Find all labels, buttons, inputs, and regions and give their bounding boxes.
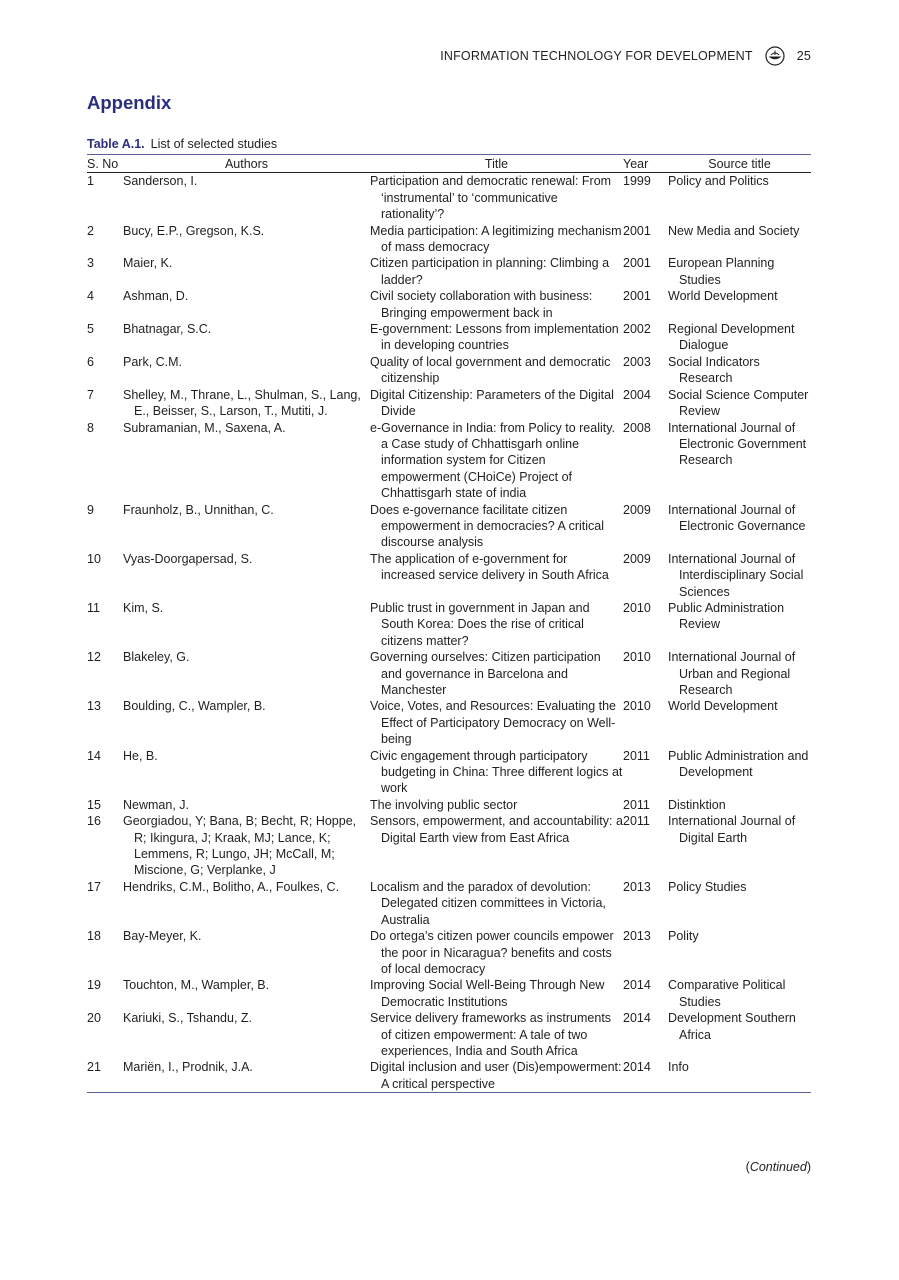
cell-no: 1 <box>87 174 94 189</box>
cell-source: World Development <box>668 289 778 304</box>
page-number: 25 <box>796 49 811 63</box>
cell-source: Distinktion <box>668 797 726 812</box>
table-row <box>87 255 811 288</box>
cell-no: 12 <box>87 650 101 665</box>
cell-year: 2010 <box>623 600 651 615</box>
cell-year: 2011 <box>623 797 650 812</box>
cell-title: Citizen participation in planning: Climbing a ladder? <box>370 256 610 287</box>
cell-title: e-Governance in India: from Policy to reality. a Case study of Chhattisgarh online information system for Citizen empowerment (CHoiCe) Project of Chhattisgarh state of india <box>370 420 616 501</box>
cell-title: Sensors, empowerment, and accountability: a Digital Earth view from East Africa <box>370 814 623 845</box>
table-row <box>87 387 811 420</box>
cell-authors: Blakeley, G. <box>123 650 190 665</box>
cell-authors: Hendriks, C.M., Bolitho, A., Foulkes, C. <box>123 879 340 894</box>
table-row <box>87 420 811 502</box>
table-row <box>87 551 811 600</box>
cell-year: 2001 <box>623 256 651 271</box>
cell-title: Civil society collaboration with business: Bringing empowerment back in <box>370 289 593 320</box>
cell-no: 8 <box>87 420 94 435</box>
table-body <box>87 173 811 1093</box>
cell-year: 2001 <box>623 223 651 238</box>
cell-title: The involving public sector <box>370 797 518 812</box>
table-row <box>87 288 811 321</box>
cell-year: 2004 <box>623 387 651 402</box>
cell-authors: Boulding, C., Wampler, B. <box>123 699 266 714</box>
studies-table <box>87 154 811 1093</box>
column-header-authors: Authors <box>224 157 269 171</box>
table-row <box>87 928 811 977</box>
table-row <box>87 502 811 551</box>
cell-title: E-government: Lessons from implementation in developing countries <box>370 322 619 353</box>
cell-title: The application of e-government for increased service delivery in South Africa <box>370 551 609 583</box>
table-row <box>87 223 811 256</box>
cell-source: International Journal of Electronic Government Research <box>668 420 807 468</box>
cell-year: 2014 <box>623 1011 651 1026</box>
cell-authors: Mariën, I., Prodnik, J.A. <box>123 1060 253 1075</box>
cell-authors: Sanderson, I. <box>123 174 198 189</box>
cell-source: International Journal of Urban and Regional Research <box>668 650 796 697</box>
cell-year: 2011 <box>623 814 650 829</box>
cell-source: International Journal of Interdisciplinary Social Sciences <box>668 551 804 599</box>
cell-title: Public trust in government in Japan and South Korea: Does the rise of critical citizens matter? <box>370 600 590 648</box>
journal-title: INFORMATION TECHNOLOGY FOR DEVELOPMENT <box>440 49 753 63</box>
table-row <box>87 748 811 797</box>
cell-source: New Media and Society <box>668 223 800 238</box>
cell-year: 2011 <box>623 748 650 763</box>
cell-year: 2003 <box>623 354 651 369</box>
table-header-row <box>87 155 811 173</box>
continued-label: Continued <box>749 1160 807 1174</box>
cell-year: 2013 <box>623 929 651 944</box>
cell-no: 5 <box>87 322 94 337</box>
cell-source: European Planning Studies <box>668 256 775 287</box>
cell-title: Digital Citizenship: Parameters of the Digital Divide <box>370 387 614 419</box>
publisher-logo-icon <box>765 46 785 66</box>
cell-authors: Georgiadou, Y; Bana, B; Becht, R; Hoppe, R; Ikingura, J; Kraak, MJ; Lance, K; Lemmens, R; Lungo, JH; McCall, M; Miscione, G; Verplanke, J <box>123 814 357 878</box>
table-row <box>87 600 811 649</box>
cell-authors: Ashman, D. <box>123 289 189 304</box>
cell-title: Does e-governance facilitate citizen empowerment in democracies? A critical discourse analysis <box>370 502 605 550</box>
cell-title: Voice, Votes, and Resources: Evaluating the Effect of Participatory Democracy on Well-being <box>370 699 616 747</box>
cell-year: 2010 <box>623 650 651 665</box>
cell-authors: Subramanian, M., Saxena, A. <box>123 420 286 435</box>
cell-no: 4 <box>87 289 94 304</box>
cell-title: Governing ourselves: Citizen participation and governance in Barcelona and Manchester <box>370 650 601 697</box>
cell-authors: He, B. <box>123 748 158 763</box>
cell-source: Polity <box>668 929 699 944</box>
running-head <box>440 46 811 66</box>
cell-authors: Fraunholz, B., Unnithan, C. <box>123 502 274 517</box>
cell-authors: Bay-Meyer, K. <box>123 929 202 944</box>
table-row <box>87 649 811 698</box>
cell-source: International Journal of Electronic Governance <box>668 502 806 533</box>
table-row <box>87 698 811 747</box>
cell-authors: Park, C.M. <box>123 354 183 369</box>
cell-authors: Bhatnagar, S.C. <box>123 322 212 337</box>
cell-authors: Kariuki, S., Tshandu, Z. <box>123 1011 252 1026</box>
cell-title: Quality of local government and democratic citizenship <box>370 354 611 386</box>
cell-no: 11 <box>87 600 100 615</box>
cell-authors: Shelley, M., Thrane, L., Shulman, S., Lang, E., Beisser, S., Larson, T., Mutiti, J. <box>123 387 361 419</box>
cell-title: Civic engagement through participatory budgeting in China: Three different logics at work <box>370 748 623 796</box>
cell-no: 21 <box>87 1060 101 1075</box>
table-row <box>87 173 811 223</box>
cell-source: Public Administration Review <box>668 600 785 632</box>
cell-year: 2009 <box>623 502 651 517</box>
cell-source: Development Southern Africa <box>668 1011 796 1042</box>
column-header-year: Year <box>623 157 649 171</box>
cell-no: 9 <box>87 502 94 517</box>
table-caption <box>87 137 277 151</box>
section-title: Appendix <box>87 92 172 113</box>
cell-no: 2 <box>87 223 94 238</box>
table-caption-label: Table A.1. <box>87 137 145 151</box>
cell-year: 2014 <box>623 1060 651 1075</box>
cell-source: World Development <box>668 699 778 714</box>
column-header-no: S. No <box>87 157 119 171</box>
cell-title: Media participation: A legitimizing mechanism of mass democracy <box>370 223 622 255</box>
cell-no: 6 <box>87 354 94 369</box>
table-row <box>87 879 811 928</box>
cell-source: International Journal of Digital Earth <box>668 814 796 845</box>
cell-source: Public Administration and Development <box>668 748 809 780</box>
cell-no: 16 <box>87 814 101 829</box>
cell-year: 2009 <box>623 551 651 566</box>
cell-no: 10 <box>87 551 101 566</box>
cell-no: 14 <box>87 748 101 763</box>
cell-title: Do ortega’s citizen power councils empower the poor in Nicaragua? benefits and costs of local democracy <box>370 929 614 976</box>
table-row <box>87 977 811 1010</box>
cell-year: 2013 <box>623 879 651 894</box>
table-row <box>87 797 811 813</box>
cell-year: 1999 <box>623 174 651 189</box>
cell-source: Social Science Computer Review <box>668 387 809 419</box>
cell-source: Comparative Political Studies <box>668 978 786 1009</box>
cell-title: Improving Social Well-Being Through New Democratic Institutions <box>370 978 605 1009</box>
cell-title: Service delivery frameworks as instruments of citizen empowerment: A tale of two experiences, India and South Africa <box>370 1011 612 1058</box>
cell-title: Localism and the paradox of devolution: Delegated citizen committees in Victoria, Australia <box>370 879 606 927</box>
table-row <box>87 354 811 387</box>
cell-authors: Touchton, M., Wampler, B. <box>123 978 270 993</box>
cell-no: 19 <box>87 978 101 993</box>
cell-no: 7 <box>87 387 94 402</box>
column-header-source: Source title <box>708 157 771 171</box>
cell-authors: Vyas-Doorgapersad, S. <box>123 551 253 566</box>
column-header-title: Title <box>484 157 509 171</box>
table-caption-text: List of selected studies <box>150 137 278 151</box>
cell-source: Social Indicators Research <box>668 354 760 386</box>
cell-no: 17 <box>87 879 101 894</box>
table-row <box>87 813 811 879</box>
table-row <box>87 321 811 354</box>
cell-no: 18 <box>87 929 101 944</box>
cell-no: 15 <box>87 797 101 812</box>
cell-year: 2014 <box>623 978 651 993</box>
continued-note: (Continued) <box>745 1160 811 1174</box>
cell-year: 2010 <box>623 699 651 714</box>
cell-source: Info <box>668 1060 689 1075</box>
cell-no: 3 <box>87 256 94 271</box>
cell-authors: Maier, K. <box>123 256 173 271</box>
cell-title: Participation and democratic renewal: From ‘instrumental’ to ‘communicative rationality’? <box>370 174 612 222</box>
cell-title: Digital inclusion and user (Dis)empowerment: A critical perspective <box>370 1060 622 1091</box>
cell-year: 2008 <box>623 420 651 435</box>
cell-year: 2002 <box>623 322 651 337</box>
cell-authors: Newman, J. <box>123 797 189 812</box>
cell-no: 13 <box>87 699 101 714</box>
cell-source: Regional Development Dialogue <box>668 322 795 353</box>
cell-source: Policy and Politics <box>668 174 769 189</box>
table-row <box>87 1010 811 1059</box>
cell-year: 2001 <box>623 289 651 304</box>
cell-authors: Bucy, E.P., Gregson, K.S. <box>123 223 265 238</box>
cell-no: 20 <box>87 1011 101 1026</box>
cell-source: Policy Studies <box>668 879 747 894</box>
table-row <box>87 1059 811 1092</box>
cell-authors: Kim, S. <box>123 600 164 615</box>
